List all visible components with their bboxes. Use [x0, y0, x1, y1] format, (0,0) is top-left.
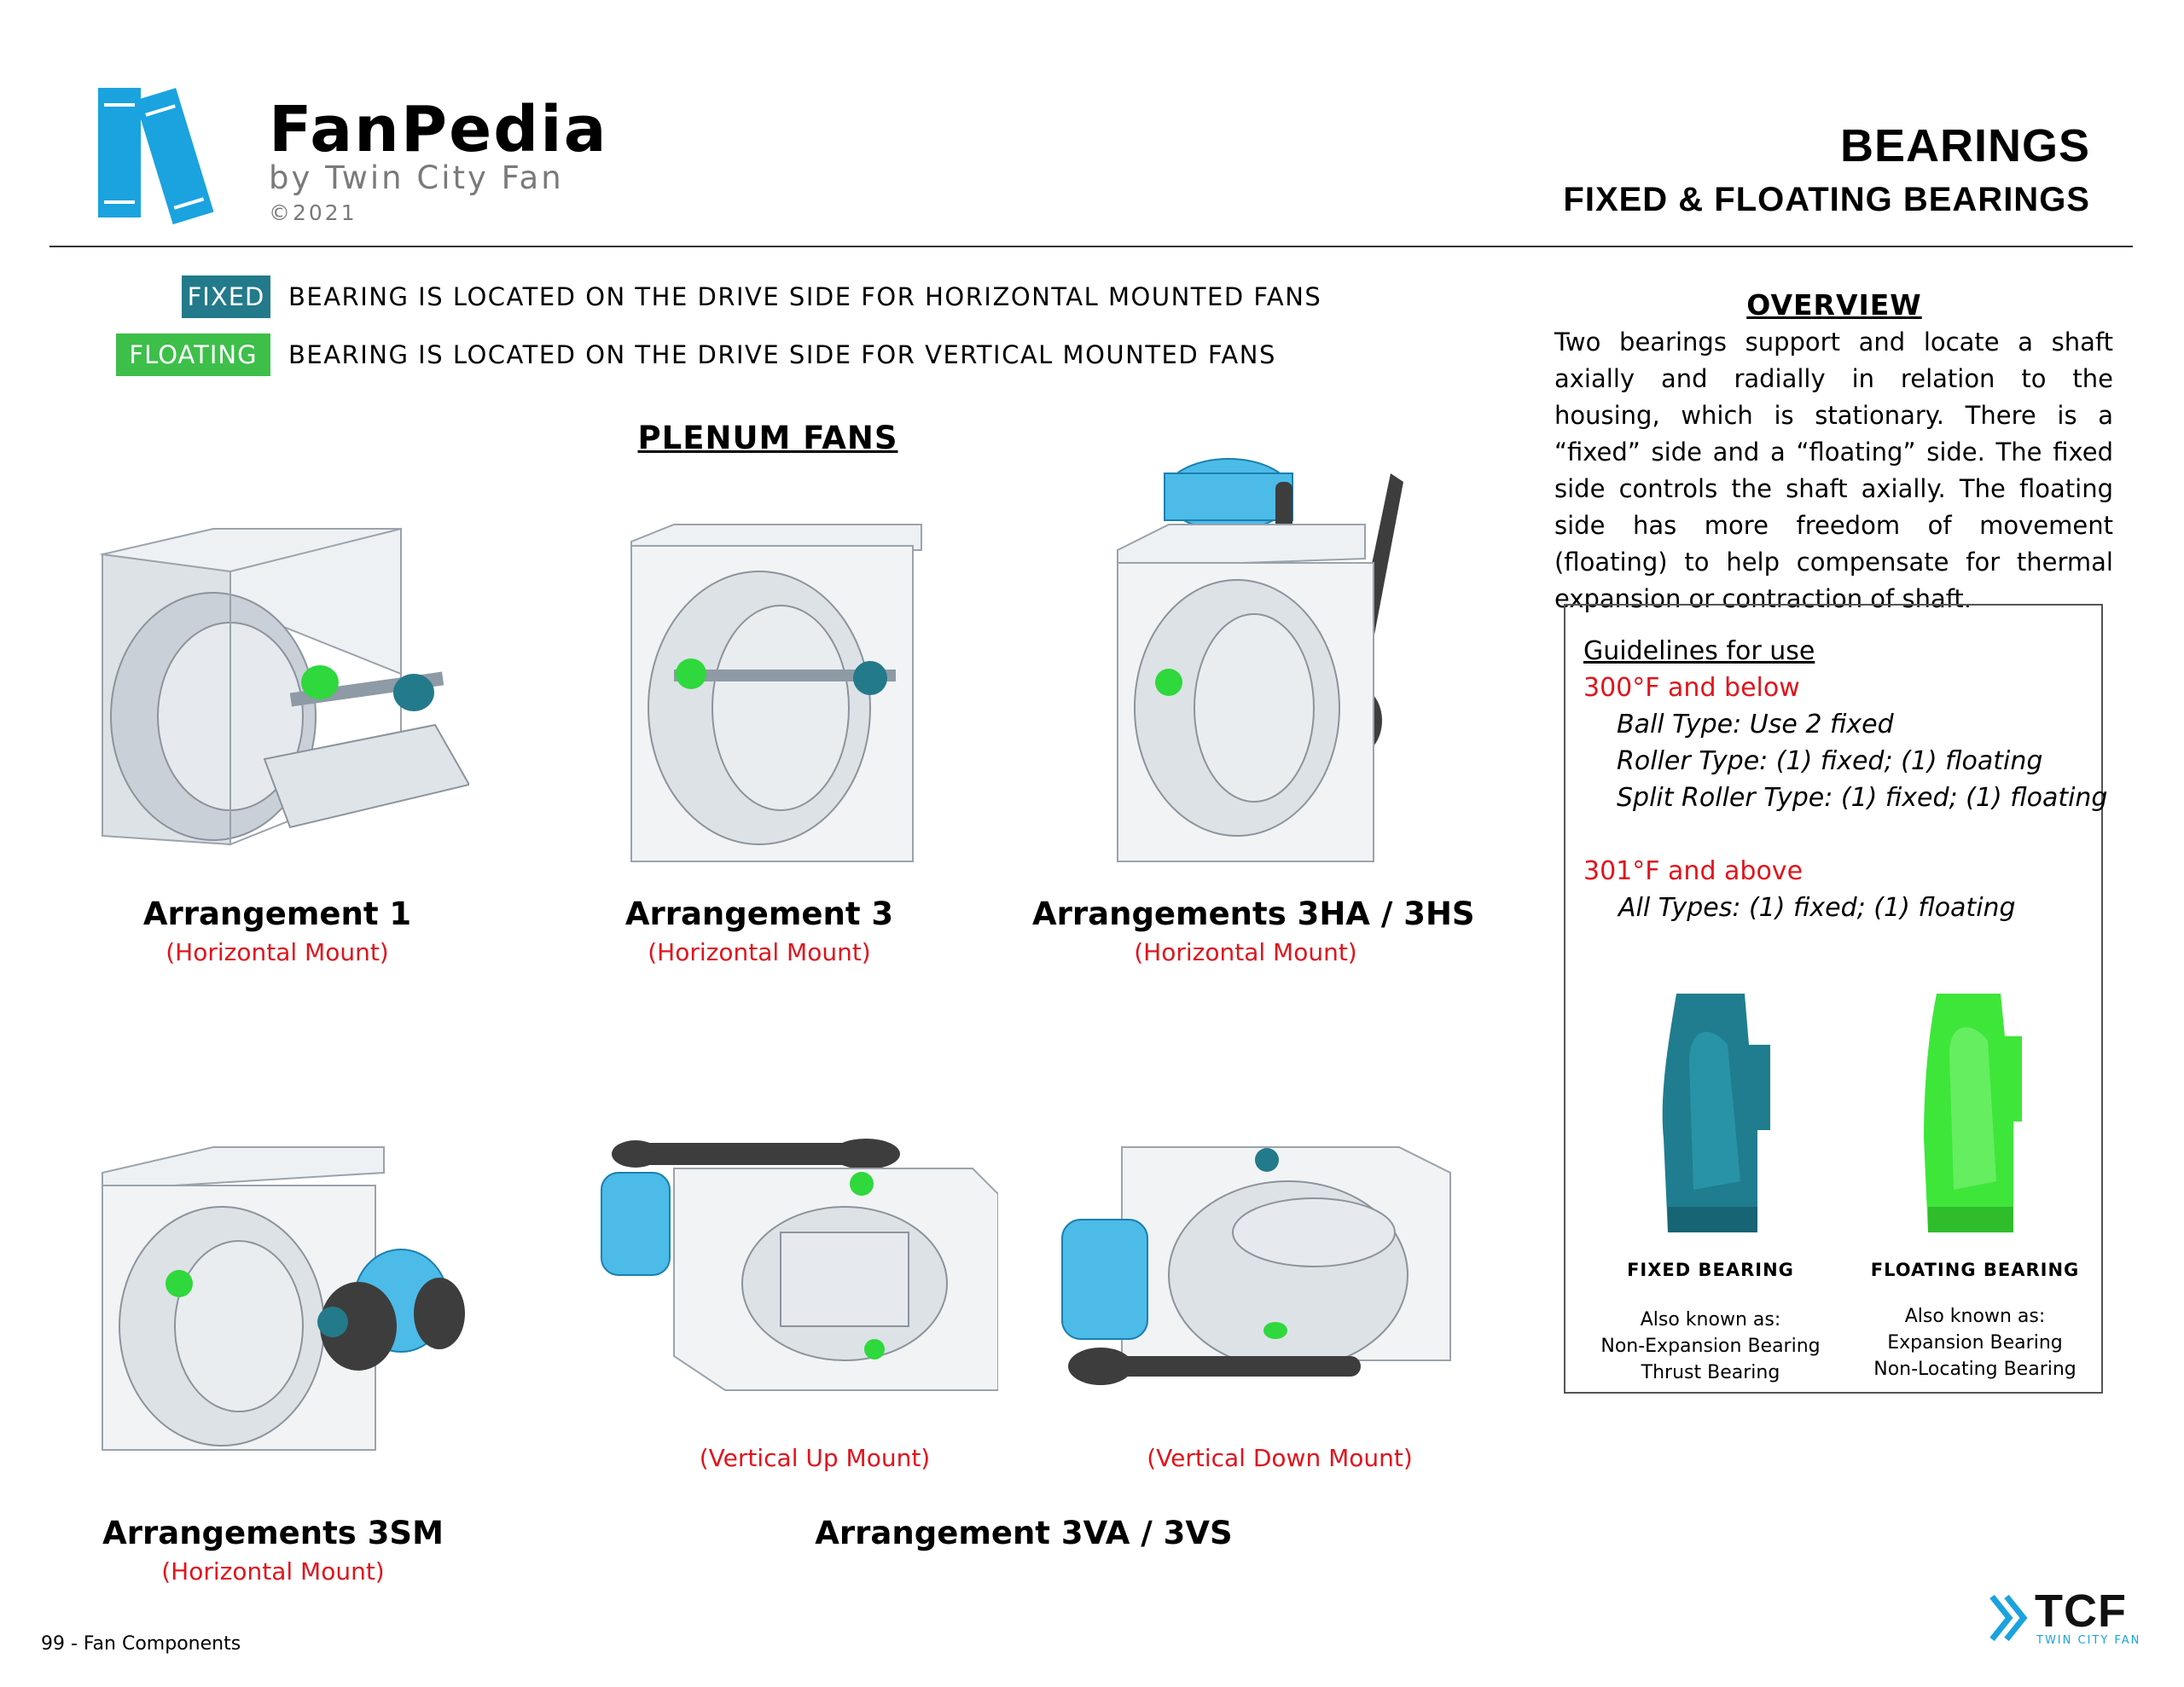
overview-text: Two bearings support and locate a shaft axially and radially in relation to the housing, which is stationary. There is a “fixed” side and a “floating” side. The fixed side controls the shaft axially. The floating side has more freedom of movement (floating) to help compensate for thermal expansion or contraction of shaft.: [1554, 328, 2113, 613]
arrangement-3ha-3hs-illustration: [1109, 456, 1416, 866]
arrangement-3va-illustration: [597, 1134, 998, 1407]
header-divider: [49, 246, 2133, 247]
floating-bearing-aka-title: Also known as:: [1904, 1306, 2046, 1327]
fixed-bearing-aka-title: Also known as:: [1640, 1309, 1781, 1330]
logo-copyright: ©2021: [269, 200, 357, 225]
fanpedia-logo: [94, 81, 691, 226]
arrangement-3-title: Arrangement 3: [624, 896, 894, 932]
page-footer: 99 - Fan Components: [41, 1633, 241, 1655]
fixed-bearing-image: [1659, 994, 1779, 1232]
arrangement-3vs-illustration: [1058, 1139, 1459, 1420]
floating-bearing-aka: Expansion Bearing: [1887, 1332, 2063, 1354]
chevron-right-icon: [1988, 1592, 2030, 1644]
arrangement-3-mount: (Horizontal Mount): [648, 938, 871, 966]
arrangement-1-illustration: [94, 503, 469, 861]
floating-bearing-label: FLOATING BEARING: [1870, 1260, 2080, 1280]
arrangement-3va-mount: (Vertical Up Mount): [699, 1444, 931, 1472]
tcf-logo: [1988, 1588, 2141, 1652]
fixed-legend-text: BEARING IS LOCATED ON THE DRIVE SIDE FOR HORIZONTAL MOUNTED FANS: [288, 282, 1322, 311]
arrangement-3-illustration: [623, 516, 930, 866]
floating-legend-text: BEARING IS LOCATED ON THE DRIVE SIDE FOR VERTICAL MOUNTED FANS: [288, 340, 1276, 369]
floating-bearing-image: [1924, 994, 2043, 1232]
guidelines-box: [1564, 604, 2108, 1394]
fixed-bearing-aka: Non-Expansion Bearing: [1600, 1336, 1821, 1357]
arrangement-3ha-3hs-title: Arrangements 3HA / 3HS: [1032, 896, 1475, 932]
guideline-item: Ball Type: Use 2 fixed: [1617, 710, 1894, 739]
arrangement-3sm-illustration: [94, 1139, 469, 1454]
arrangement-3sm-title: Arrangements 3SM: [102, 1515, 444, 1551]
guideline-item: All Types: (1) fixed; (1) floating: [1618, 893, 2016, 923]
floating-bearing-aka: Non-Locating Bearing: [1873, 1359, 2077, 1380]
arrangement-3sm-mount: (Horizontal Mount): [161, 1557, 385, 1586]
overview-title: OVERVIEW: [1746, 288, 1922, 322]
tcf-brand: TCF: [2035, 1586, 2127, 1637]
floating-tag: FLOATING: [116, 333, 270, 376]
fixed-tag: FIXED: [182, 275, 270, 318]
logo-subtitle: by Twin City Fan: [269, 159, 564, 196]
high-temp-heading: 301°F and above: [1583, 856, 1804, 886]
arrangement-3ha-3hs-mount: (Horizontal Mount): [1134, 938, 1357, 966]
logo-title: FanPedia: [269, 93, 608, 166]
guideline-item: Split Roller Type: (1) fixed; (1) floating: [1617, 783, 2108, 813]
books-icon: [94, 81, 239, 226]
arrangement-1-title: Arrangement 1: [142, 896, 412, 932]
plenum-fans-title: PLENUM FANS: [637, 420, 898, 456]
arrangement-3vs-mount: (Vertical Down Mount): [1147, 1444, 1413, 1472]
tcf-brand-sub: TWIN CITY FAN: [2036, 1634, 2141, 1647]
fixed-bearing-aka: Thrust Bearing: [1641, 1362, 1780, 1383]
guideline-item: Roller Type: (1) fixed; (1) floating: [1617, 746, 2043, 776]
arrangement-3va-3vs-title: Arrangement 3VA / 3VS: [815, 1515, 1233, 1551]
fixed-bearing-label: FIXED BEARING: [1627, 1260, 1794, 1280]
page-subtitle: FIXED & FLOATING BEARINGS: [1563, 181, 2090, 218]
arrangement-1-mount: (Horizontal Mount): [166, 938, 389, 966]
low-temp-heading: 300°F and below: [1583, 673, 1800, 703]
page-title: BEARINGS: [1839, 120, 2090, 171]
guidelines-title: Guidelines for use: [1583, 636, 1815, 666]
